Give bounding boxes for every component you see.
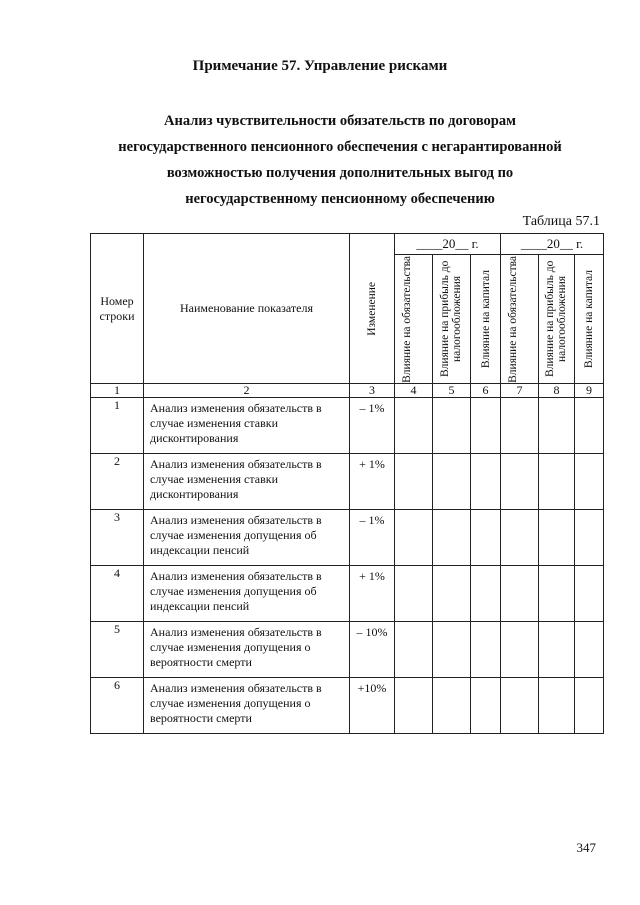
table-row [91,622,604,678]
section-heading [90,108,590,212]
header-effect-profit: Влияние на прибыль до налогообложения [539,255,575,384]
empty-value-cell [539,566,575,622]
empty-value-cell [575,398,604,454]
empty-value-cell [433,678,471,734]
empty-value-cell [471,622,501,678]
header-change-label: Изменение [366,281,378,336]
empty-value-cell [471,454,501,510]
change-value: – 10% [350,622,395,678]
empty-value-cell [433,398,471,454]
header-effect-liabilities: Влияние на обязательства [395,255,433,384]
empty-value-cell [575,454,604,510]
row-number: 4 [91,566,144,622]
row-number: 5 [91,622,144,678]
header-effect-liabilities: Влияние на обязательства [501,255,539,384]
change-value: + 1% [350,566,395,622]
empty-value-cell [501,622,539,678]
empty-value-cell [471,398,501,454]
header-indicator: Наименование показателя [144,234,350,384]
empty-value-cell [501,398,539,454]
row-number: 1 [91,398,144,454]
table-row [91,678,604,734]
column-index: 5 [433,384,471,398]
empty-value-cell [539,398,575,454]
empty-value-cell [575,566,604,622]
header-period-1: ____20__ г. [395,234,501,255]
column-index: 6 [471,384,501,398]
heading-line: возможностью получения дополнительных выгод по [166,165,514,181]
empty-value-cell [471,510,501,566]
column-index: 1 [91,384,144,398]
indicator-name: Анализ изменения обязательств в случае изменения допущения об индексации пенсий [144,510,350,566]
empty-value-cell [471,566,501,622]
page-number: 347 [576,840,596,855]
empty-value-cell [395,566,433,622]
empty-value-cell [395,622,433,678]
column-index-row [91,384,604,398]
empty-value-cell [395,678,433,734]
empty-value-cell [433,510,471,566]
indicator-name: Анализ изменения обязательств в случае изменения ставки дисконтирования [144,454,350,510]
sensitivity-table [90,233,604,734]
column-index: 7 [501,384,539,398]
empty-value-cell [575,510,604,566]
empty-value-cell [395,398,433,454]
header-change [350,234,395,384]
empty-value-cell [501,454,539,510]
table-caption: Таблица 57.1 [522,214,600,229]
empty-value-cell [575,678,604,734]
empty-value-cell [395,510,433,566]
indicator-name: Анализ изменения обязательств в случае изменения ставки дисконтирования [144,398,350,454]
change-value: – 1% [350,398,395,454]
row-number: 3 [91,510,144,566]
empty-value-cell [575,622,604,678]
table-row [91,398,604,454]
empty-value-cell [501,566,539,622]
indicator-name: Анализ изменения обязательств в случае изменения допущения о вероятности смерти [144,678,350,734]
header-row-number: Номер строки [91,234,144,384]
empty-value-cell [501,678,539,734]
header-effect-capital: Влияние на капитал [471,255,501,384]
empty-value-cell [539,510,575,566]
empty-value-cell [539,622,575,678]
empty-value-cell [395,454,433,510]
change-value: +10% [350,678,395,734]
heading-line: негосударственного пенсионного обеспечения с негарантированной [118,139,562,155]
empty-value-cell [539,454,575,510]
empty-value-cell [433,622,471,678]
header-effect-capital: Влияние на капитал [575,255,604,384]
heading-line: Анализ чувствительности обязательств по договорам [164,113,516,129]
header-period-2: ____20__ г. [501,234,604,255]
table-row [91,454,604,510]
heading-line: негосударственному пенсионному обеспечению [185,191,495,207]
empty-value-cell [433,566,471,622]
column-index: 8 [539,384,575,398]
column-index: 2 [144,384,350,398]
column-index: 9 [575,384,604,398]
empty-value-cell [501,510,539,566]
header-effect-profit: Влияние на прибыль до налогообложения [433,255,471,384]
table-row [91,510,604,566]
row-number: 6 [91,678,144,734]
table-row [91,566,604,622]
row-number: 2 [91,454,144,510]
empty-value-cell [471,678,501,734]
empty-value-cell [433,454,471,510]
column-index: 4 [395,384,433,398]
empty-value-cell [539,678,575,734]
indicator-name: Анализ изменения обязательств в случае изменения допущения о вероятности смерти [144,622,350,678]
change-value: + 1% [350,454,395,510]
note-title: Примечание 57. Управление рисками [192,58,448,74]
change-value: – 1% [350,510,395,566]
indicator-name: Анализ изменения обязательств в случае изменения допущения об индексации пенсий [144,566,350,622]
column-index: 3 [350,384,395,398]
